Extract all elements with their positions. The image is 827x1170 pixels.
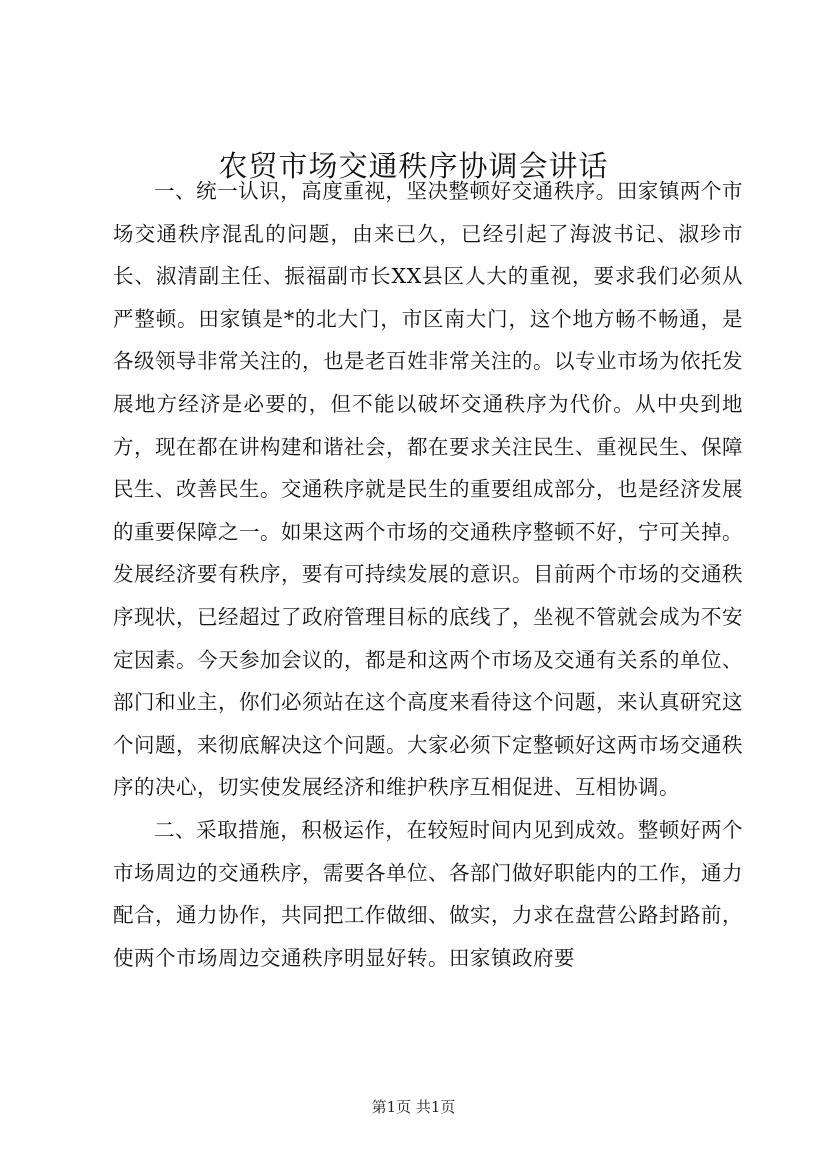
paragraph: 一、统一认识，高度重视，坚决整顿好交通秩序。田家镇两个市场交通秩序混乱的问题，由来已久，已经引起了海波书记、淑珍市长、淑清副主任、振福副市长XX县区人大的重视，要求我们必须从严整顿。田家镇是*的北大门，市区南大门，这个地方畅不畅通，是各级领导非常关注的，也是老百姓非常关注的。以专业市场为依托发展地方经济是必要的，但不能以破坏交通秩序为代价。从中央到地方，现在都在讲构建和谐社会，都在要求关注民生、重视民生、保障民生、改善民生。交通秩序就是民生的重要组成部分，也是经济发展的重要保障之一。如果这两个市场的交通秩序整顿不好，宁可关掉。发展经济要有秩序，要有可持续发展的意识。目前两个市场的交通秩序现状，已经超过了政府管理目标的底线了，坐视不管就会成为不安定因素。今天参加会议的，都是和这两个市场及交通有关系的单位、部门和业主，你们必须站在这个高度来看待这个问题，来认真研究这个问题，来彻底解决这个问题。大家必须下定整顿好这两市场交通秩序的决心，切实使发展经济和维护秩序互相促进、互相协调。 <box>113 179 743 800</box>
document-body <box>113 170 743 979</box>
document-title: 农贸市场交通秩序协调会讲话 <box>218 149 609 183</box>
paragraph: 二、采取措施，积极运作，在较短时间内见到成效。整顿好两个市场周边的交通秩序，需要各单位、各部门做好职能内的工作，通力配合，通力协作，共同把工作做细、做实，力求在盘营公路封路前，使两个市场周边交通秩序明显好转。田家镇政府要 <box>113 817 743 970</box>
page-footer: 第1页 共1页 <box>371 1098 456 1116</box>
